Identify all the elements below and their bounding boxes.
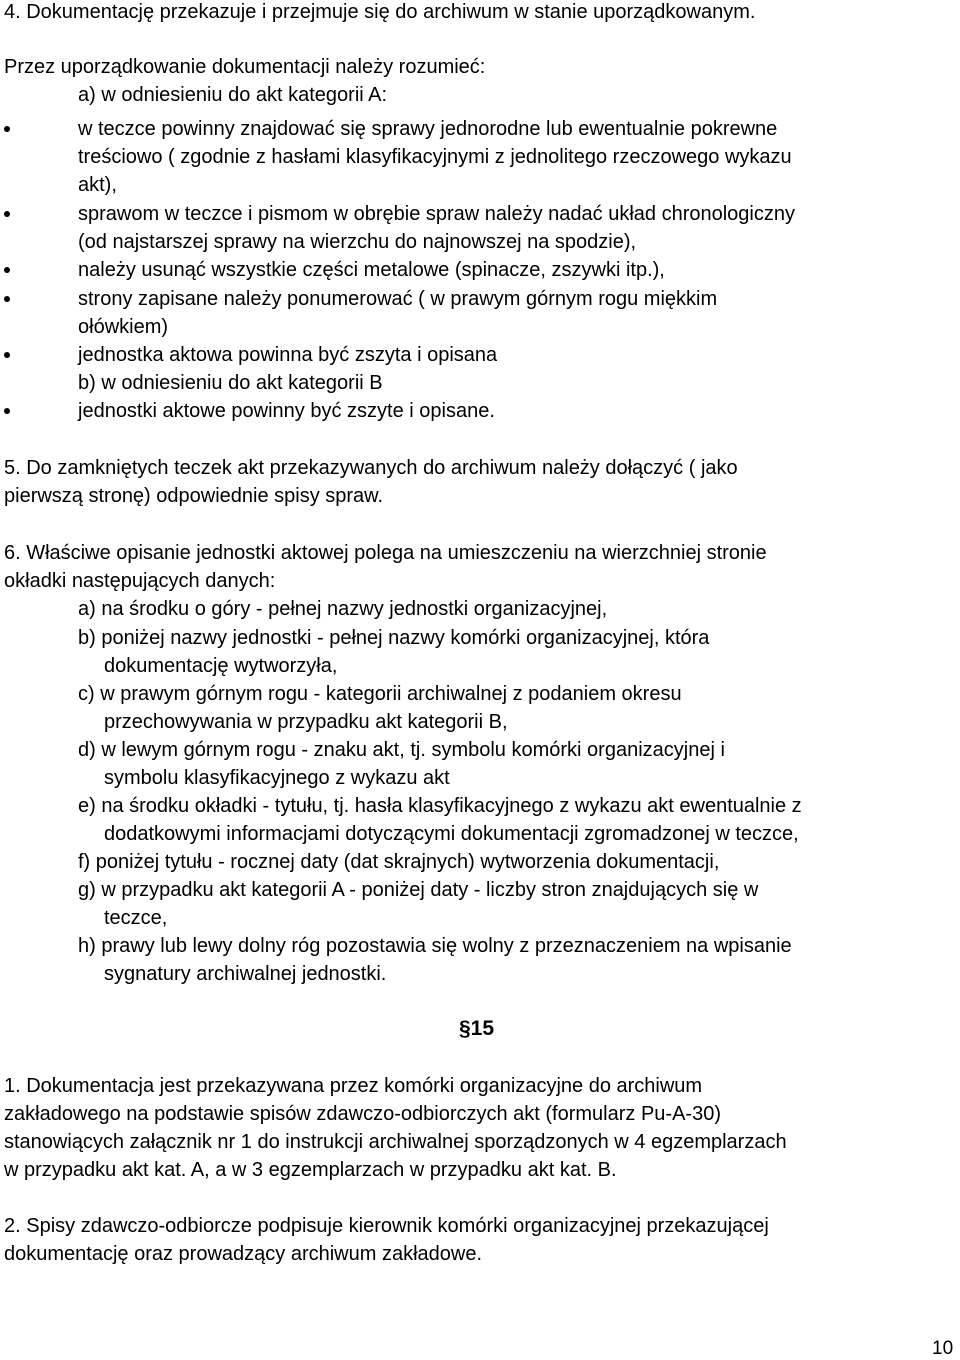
item5-line: 5. Do zamkniętych teczek akt przekazywanych do archiwum należy dołączyć ( jako [4,457,738,479]
item4-a-line: sprawom w teczce i pismom w obrębie spraw należy nadać układ chronologiczny [78,203,795,225]
item4-sub-b: b) w odniesieniu do akt kategorii B [78,372,383,394]
s15-item2-line: 2. Spisy zdawczo-odbiorcze podpisuje kierownik komórki organizacyjnej przekazującej [4,1215,769,1237]
item5-line: pierwszą stronę) odpowiednie spisy spraw. [4,485,384,507]
item6-list-line: g) w przypadku akt kategorii A - poniżej daty - liczby stron znajdujących się w [78,879,759,901]
item6-list-line: dodatkowymi informacjami dotyczącymi dokumentacji zgromadzonej w teczce, [104,823,799,845]
item4-b-line: jednostki aktowe powinny być zszyte i opisane. [78,400,495,422]
item6-list-line: d) w lewym górnym rogu - znaku akt, tj. symbolu komórki organizacyjnej i [78,739,725,761]
item6-list-line: e) na środku okładki - tytułu, tj. hasła klasyfikacyjnego z wykazu akt ewentualnie z [78,795,802,817]
s15-item1-line: stanowiących załącznik nr 1 do instrukcji archiwalnej sporządzonych w 4 egzemplarzach [4,1131,787,1153]
page-number: 10 [932,1338,954,1359]
item4-a-line: ołówkiem) [78,316,169,338]
item6-list-line: a) na środku o góry - pełnej nazwy jednostki organizacyjnej, [78,598,608,620]
item4-a-line: akt), [78,174,117,196]
item4-a-line: strony zapisane należy ponumerować ( w prawym górnym rogu miękkim [78,288,718,310]
s15-item2-line: dokumentację oraz prowadzący archiwum zakładowe. [4,1243,483,1265]
item4-a-line: należy usunąć wszystkie części metalowe (spinacze, zszywki itp.), [78,259,665,281]
item4-a-line: (od najstarszej sprawy na wierzchu do najnowszej na spodzie), [78,231,637,253]
item4-heading: 4. Dokumentację przekazuje i przejmuje się do archiwum w stanie uporządkowanym. [4,1,756,23]
item6-line: 6. Właściwe opisanie jednostki aktowej polega na umieszczeniu na wierzchniej stronie [4,542,767,564]
s15-item1-line: 1. Dokumentacja jest przekazywana przez komórki organizacyjne do archiwum [4,1075,703,1097]
item6-line: okładki następujących danych: [4,570,276,592]
section-heading: §15 [459,1017,495,1040]
bullet-icon [4,211,10,217]
item6-list-line: f) poniżej tytułu - rocznej daty (dat skrajnych) wytworzenia dokumentacji, [78,851,720,873]
item6-list-line: przechowywania w przypadku akt kategorii B, [104,711,508,733]
bullet-icon [4,126,10,132]
s15-item1-line: w przypadku akt kat. A, a w 3 egzemplarzach w przypadku akt kat. B. [4,1159,617,1181]
bullet-icon [4,408,10,414]
item6-list-line: teczce, [104,907,168,929]
item6-list-line: symbolu klasyfikacyjnego z wykazu akt [104,767,450,789]
item4-a-line: jednostka aktowa powinna być zszyta i opisana [78,344,498,366]
item4-sub-a: a) w odniesieniu do akt kategorii A: [78,84,388,106]
item6-list-line: c) w prawym górnym rogu - kategorii archiwalnej z podaniem okresu [78,683,682,705]
item6-list-line: h) prawy lub lewy dolny róg pozostawia się wolny z przeznaczeniem na wpisanie [78,935,792,957]
item4-a-line: treściowo ( zgodnie z hasłami klasyfikacyjnymi z jednolitego rzeczowego wykazu [78,146,792,168]
bullet-icon [4,267,10,273]
item4-intro: Przez uporządkowanie dokumentacji należy rozumieć: [4,56,486,78]
item4-a-line: w teczce powinny znajdować się sprawy jednorodne lub ewentualnie pokrewne [78,118,778,140]
item6-list-line: sygnatury archiwalnej jednostki. [104,963,387,985]
s15-item1-line: zakładowego na podstawie spisów zdawczo-odbiorczych akt (formularz Pu-A-30) [4,1103,721,1125]
bullet-icon [4,296,10,302]
item6-list-line: b) poniżej nazwy jednostki - pełnej nazwy komórki organizacyjnej, która [78,627,710,649]
item6-list-line: dokumentację wytworzyła, [104,655,338,677]
bullet-icon [4,352,10,358]
